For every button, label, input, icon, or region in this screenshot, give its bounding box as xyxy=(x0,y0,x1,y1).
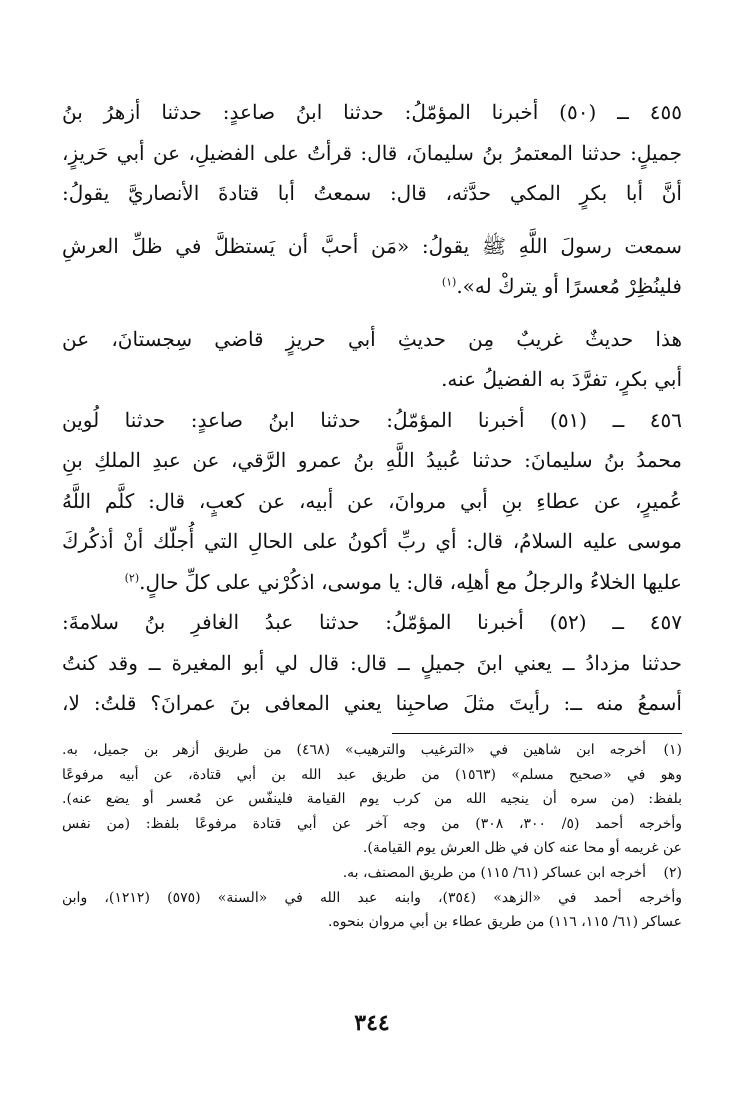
main-text xyxy=(62,92,682,724)
footnote-line: بلفظ: (من سره أن ينجيه الله من كرب يوم القيامة فلينفّس عن مُعسر أو يضع عنه). xyxy=(62,791,682,808)
footnote-text: أخرجه ابن شاهين في «الترغيب والترهيب» (٤٦٨) من طريق أزهر بن جميل، به. xyxy=(62,742,646,758)
footnotes xyxy=(62,738,682,935)
text-line: موسى عليه السلامُ، قال: أي ربِّ أكونُ على الحالِ التي أُجلّك أنْ أذكُركَ xyxy=(62,529,682,553)
footnote-ref: (٢) xyxy=(124,570,140,584)
text-line: أنَّ أبا بكرٍ المكي حدَّثه، قال: سمعتُ أبا قتادةَ الأنصاريَّ يقولُ: xyxy=(62,181,682,205)
text-line xyxy=(62,562,682,603)
footnote-line: وأخرجه أحمد (٥/ ٣٠٠، ٣٠٨) من وجه آخر عن أبي قتادة مرفوعًا بلفظ: (من نفس xyxy=(62,815,682,832)
footnote-line: عن غريمه أو محا عنه كان في ظل العرش يوم القيامة). xyxy=(362,840,682,857)
text-line xyxy=(62,266,682,307)
text-line: عُميرٍ، عن عطاءِ بنِ أبي مروانَ، عن أبيه، عن كعبٍ، قال: كلَّم اللَّهُ xyxy=(62,488,682,513)
text-line: ٤٥٥ ــ (٥٠) أخبرنا المؤمّلُ: حدثنا ابنُ صاعدٍ: حدثنا أزهرُ بنُ xyxy=(62,100,682,124)
footnote-line xyxy=(62,738,682,763)
footnote-marker: (١) xyxy=(663,742,682,758)
footnote-marker: (٢) xyxy=(663,864,682,881)
text-line: أسمعُ منه ــ: رأيتَ مثلَ صاحبِنا يعني المعافى بنَ عمرانَ؟ قلتُ: لا، xyxy=(62,691,682,715)
text-line: ٤٥٦ ــ (٥١) أخبرنا المؤمّلُ: حدثنا ابنُ صاعدٍ: حدثنا لُوين xyxy=(62,407,682,432)
footnote-line xyxy=(62,861,682,886)
text-line: محمدُ بنُ سليمانَ: حدثنا عُبيدُ اللَّهِ بنُ عمرو الرَّقي، عن عبدِ الملكِ بنِ xyxy=(62,448,682,472)
footnote-text: أخرجه ابن عساكر (٦١/ ١١٥) من طريق المصنف، به. xyxy=(342,864,646,881)
text-line-content: عليها الخلاءُ والرجلُ مع أهلِه، قال: يا موسى، اذكُرْني على كلِّ حالٍ. xyxy=(139,569,682,594)
footnote-line: وهو في «صحيح مسلم» (١٥٦٣) من طريق عبد الله بن أبي قتادة، عن أبيه مرفوعًا xyxy=(62,766,682,783)
footnote-divider xyxy=(392,733,682,734)
text-line: جميلٍ: حدثنا المعتمرُ بنُ سليمانَ، قال: قرأتُ على الفضيلِ، عن أبي حَريزٍ، xyxy=(62,140,682,165)
text-line: حدثنا مزدادُ ــ يعني ابنَ جميلٍ ــ قال: قال لي أبو المغيرة ــ وقد كنتُ xyxy=(62,650,682,675)
text-line-content: فلينُظِرْ مُعسرًا أو يتركْ له». xyxy=(456,274,682,298)
text-line: أبي بكرٍ، تفرَّدَ به الفضيلُ عنه. xyxy=(441,367,682,391)
footnote-line: عساكر (٦١/ ١١٥، ١١٦) من طريق عطاء بن أبي مروان بنحوه. xyxy=(328,914,682,931)
text-line: هذا حديثٌ غريبٌ مِن حديثِ أبي حريزٍ قاضي سِجستانَ، عن xyxy=(62,326,682,351)
footnote-ref: (١) xyxy=(441,275,457,289)
text-line: ٤٥٧ ــ (٥٢) أخبرنا المؤمّلُ: حدثنا عبدُ الغافرِ بنُ سلامةَ: xyxy=(62,610,682,634)
text-line: سمعت رسولَ اللَّهِ ﷺ يقولُ: «مَن أحبَّ أن يَستظلَّ في ظلِّ العرشِ xyxy=(62,233,682,258)
page-number: ٣٤٤ xyxy=(354,1010,390,1036)
footnote-line: وأخرجه أحمد في «الزهد» (٣٥٤)، وابنه عبد الله في «السنة» (٥٧٥) (١٢١٢)، وابن xyxy=(62,889,682,906)
